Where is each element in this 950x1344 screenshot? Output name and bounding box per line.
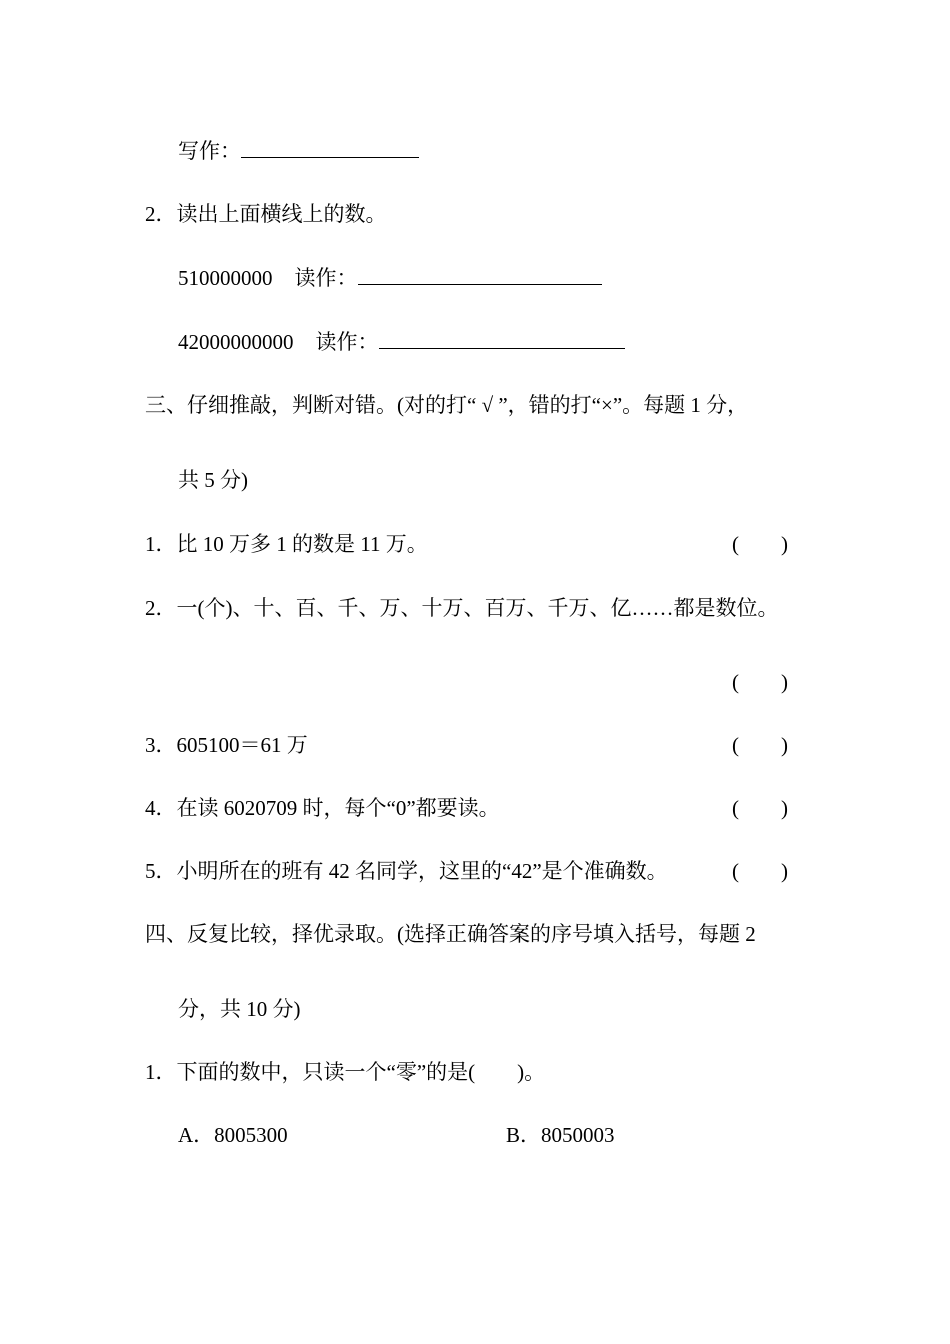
choice-question-1: 1．下面的数中，只读一个“零”的是( )。	[145, 1060, 546, 1084]
answer-blank[interactable]	[358, 264, 602, 285]
answer-blank[interactable]	[241, 137, 419, 158]
q2-heading: 2．读出上面横线上的数。	[145, 202, 387, 226]
answer-blank[interactable]	[379, 328, 625, 349]
section3-title-line2: 共 5 分)	[178, 468, 248, 492]
answer-paren[interactable]: ( )	[732, 859, 788, 883]
section4-title-line1: 四、反复比较，择优录取。(选择正确答案的序号填入括号，每题 2	[145, 922, 756, 946]
read-label: 读作：	[294, 266, 358, 290]
answer-paren[interactable]: ( )	[732, 532, 788, 556]
write-label: 写作：	[178, 139, 241, 163]
answer-paren[interactable]: ( )	[732, 670, 788, 694]
section3-title-line1: 三、仔细推敲，判断对错。(对的打“ √ ”，错的打“×”。每题 1 分，	[145, 393, 749, 417]
option-b[interactable]: B．8050003	[506, 1123, 615, 1147]
read-item-2	[178, 328, 625, 356]
read-number: 42000000000	[178, 330, 294, 354]
option-a[interactable]: A．8005300	[178, 1123, 288, 1147]
judge-question-5: 5．小明所在的班有 42 名同学，这里的“42”是个准确数。	[145, 859, 668, 883]
judge-question-1: 1．比 10 万多 1 的数是 11 万。	[145, 532, 428, 556]
answer-paren[interactable]: ( )	[732, 733, 788, 757]
read-number: 510000000	[178, 266, 273, 290]
judge-question-4: 4．在读 6020709 时，每个“0”都要读。	[145, 796, 500, 820]
section4-title-line2: 分，共 10 分)	[178, 997, 301, 1021]
answer-paren[interactable]: ( )	[732, 796, 788, 820]
read-item-1	[178, 264, 602, 292]
judge-question-2: 2．一(个)、十、百、千、万、十万、百万、千万、亿……都是数位。	[145, 596, 779, 620]
judge-question-3: 3．605100＝61 万	[145, 733, 308, 757]
read-label: 读作：	[315, 330, 379, 354]
write-line	[178, 137, 419, 165]
